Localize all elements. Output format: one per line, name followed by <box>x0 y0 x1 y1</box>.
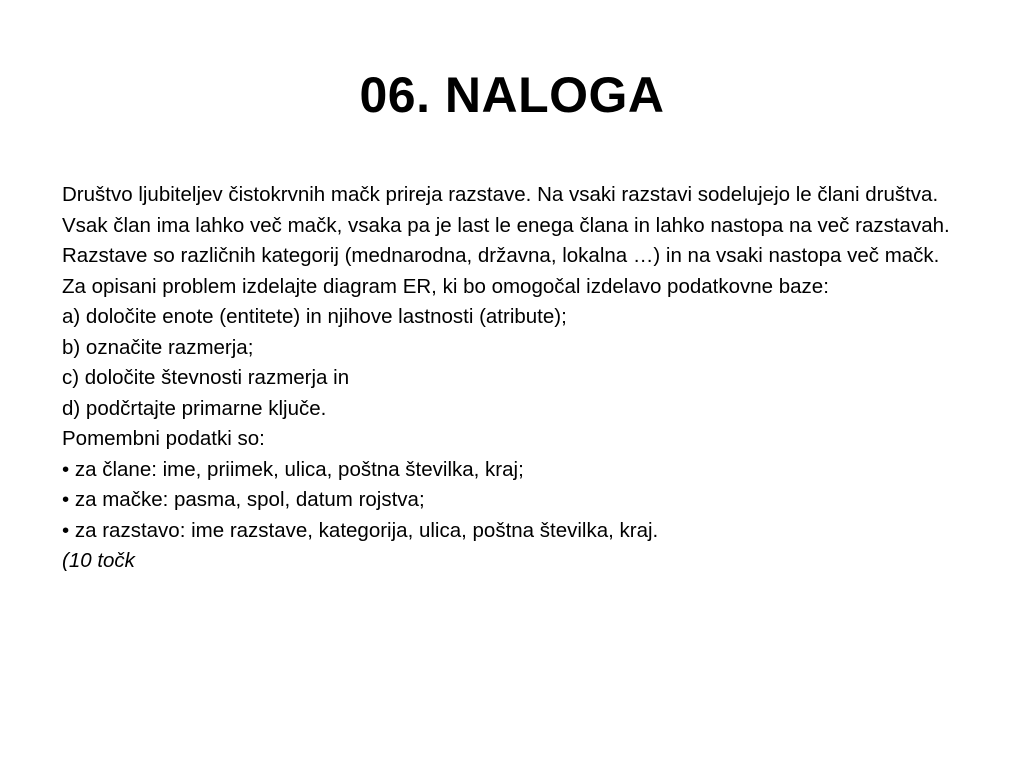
task-item-d: d) podčrtajte primarne ključe. <box>62 396 327 420</box>
slide-title: 06. NALOGA <box>359 67 665 123</box>
bullet-exhibition: • za razstavo: ime razstave, kategorija, ulica, poštna številka, kraj. <box>62 518 659 542</box>
points-note: (10 točk <box>62 549 135 572</box>
paragraph-intro: Društvo ljubiteljev čistokrvnih mačk prireja razstave. Na vsaki razstavi sodelujejo le člani društva. <box>62 183 939 206</box>
bullet-members: • za člane: ime, priimek, ulica, poštna številka, kraj; <box>62 457 524 481</box>
slide-body <box>62 182 962 579</box>
bullet-cats: • za mačke: pasma, spol, datum rojstva; <box>62 488 425 511</box>
task-item-b: b) označite razmerja; <box>62 335 254 359</box>
paragraph-task: Za opisani problem izdelajte diagram ER, ki bo omogočal izdelavo podatkovne baze: <box>62 274 829 298</box>
task-item-c: c) določite števnosti razmerja in <box>62 366 350 389</box>
paragraph-important-data: Pomembni podatki so: <box>62 427 265 450</box>
paragraph-members-cats: Vsak član ima lahko več mačk, vsaka pa je last le enega člana in lahko nastopa na več razstavah. <box>62 213 950 237</box>
paragraph-exhibition-categories: Razstave so različnih kategorij (mednarodna, državna, lokalna …) in na vsaki nastopa več mačk. <box>62 244 940 267</box>
task-item-a: a) določite enote (entitete) in njihove lastnosti (atribute); <box>62 305 567 328</box>
